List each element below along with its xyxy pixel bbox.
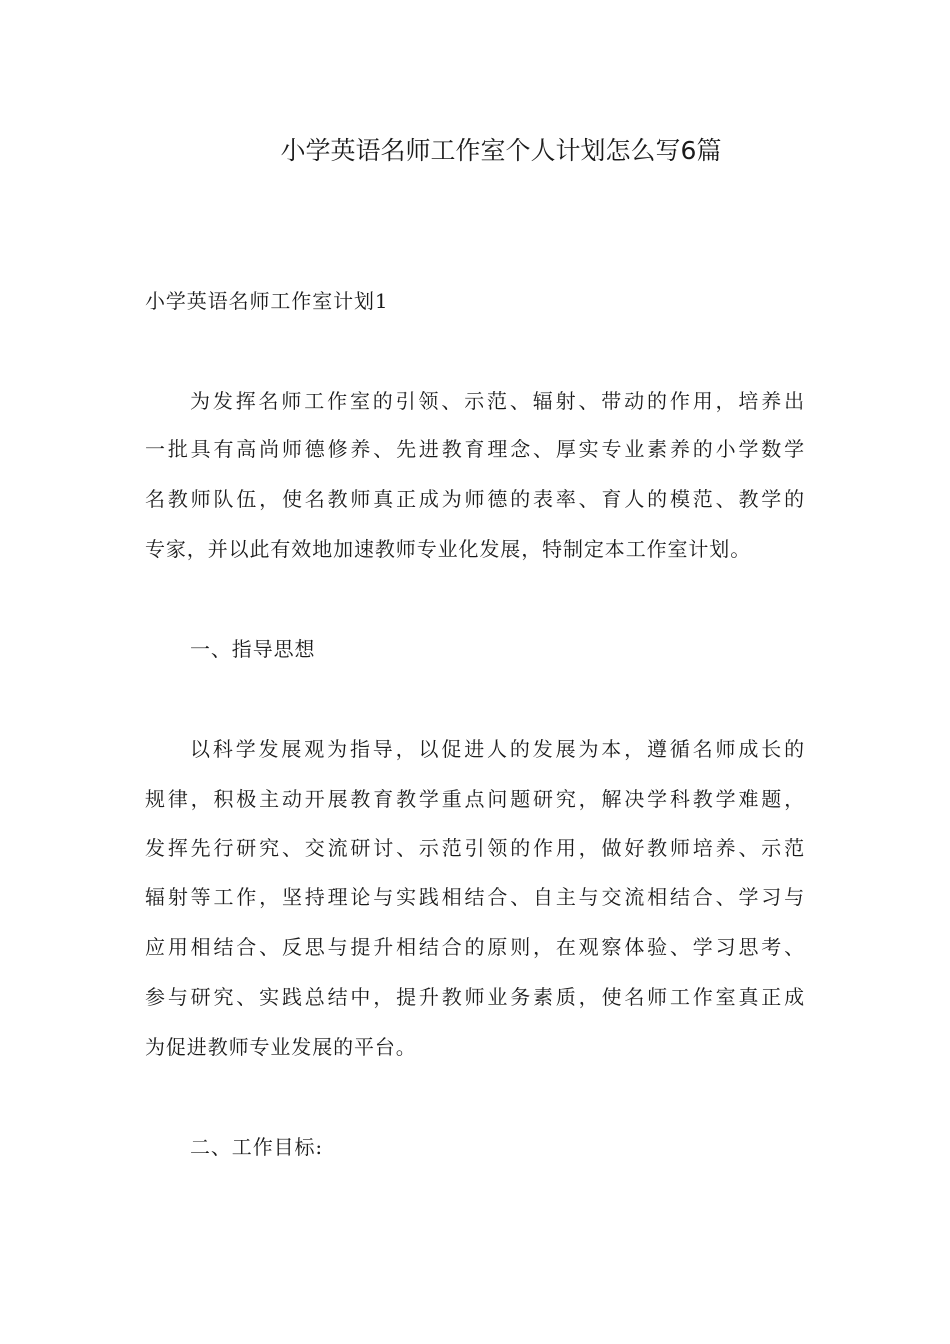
paragraph-line: 规律，积极主动开展教育教学重点问题研究，解决学科教学难题， — [145, 787, 805, 811]
paragraph-line: 应用相结合、反思与提升相结合的原则，在观察体验、学习思考、 — [145, 935, 805, 959]
section-heading-guiding-thought: 一、指导思想 — [190, 637, 316, 661]
paragraph-line: 参与研究、实践总结中，提升教师业务素质，使名师工作室真正成 — [145, 985, 805, 1009]
paragraph-line: 一批具有高尚师德修养、先进教育理念、厚实专业素养的小学数学 — [145, 437, 805, 461]
paragraph-line: 为促进教师专业发展的平台。 — [145, 1035, 417, 1059]
document-title: 小学英语名师工作室个人计划怎么写6篇 — [280, 136, 722, 165]
paragraph-line: 发挥先行研究、交流研讨、示范引领的作用，做好教师培养、示范 — [145, 836, 805, 860]
paragraph-line: 辐射等工作，坚持理论与实践相结合、自主与交流相结合、学习与 — [145, 885, 805, 909]
paragraph-line: 以科学发展观为指导，以促进人的发展为本，遵循名师成长的 — [190, 737, 805, 761]
section-heading-work-goals: 二、工作目标: — [190, 1135, 324, 1159]
paragraph-line: 专家，并以此有效地加速教师专业化发展，特制定本工作室计划。 — [145, 537, 752, 561]
paragraph-line: 名教师队伍，使名教师真正成为师德的表率、育人的模范、教学的 — [145, 487, 805, 511]
paragraph-line: 为发挥名师工作室的引领、示范、辐射、带动的作用，培养出 — [190, 389, 805, 413]
plan-subtitle: 小学英语名师工作室计划1 — [145, 289, 389, 313]
